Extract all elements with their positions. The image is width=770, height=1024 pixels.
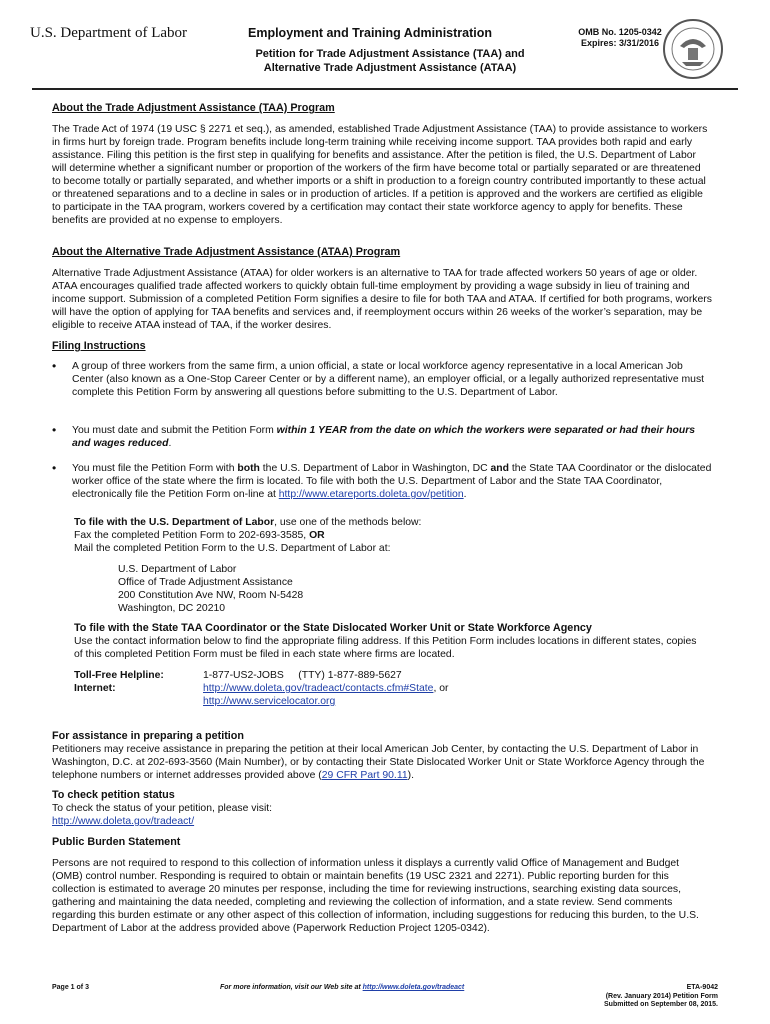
list-item	[52, 424, 712, 450]
form-id: ETA-9042	[686, 984, 718, 991]
dol-filing-lead: To file with the U.S. Department of Labor	[74, 517, 275, 528]
address-line: U.S. Department of Labor	[118, 564, 237, 575]
ataa-section	[52, 246, 712, 332]
bullet3-c: the U.S. Department of Labor in Washington, DC	[259, 463, 491, 474]
form-submitted: Submitted on September 08, 2015.	[604, 1001, 718, 1008]
dol-filing-lead-rest: , use one of the methods below:	[274, 517, 422, 528]
internet-or: , or	[433, 683, 449, 694]
omb-number: OMB No. 1205-0342	[578, 27, 662, 37]
taa-body: The Trade Act of 1974 (19 USC § 2271 et seq.), as amended, established Trade Adjustment Assistance (TAA) to provide assistance to workers in firms hurt by foreign trade. Program benefits include long-term training while receiving income support. TAA provides both rapid and early assistance. Filing this petition is the first step in qualifying for benefits and assistance. After the petition is filed, the U.S. Department of Labor will determine whether a significant number or proportion of the workers of the firm have become total or partially separated or are threatened to become totally or partially separated, and whether imports or a shift in production to a foreign country contributed importantly to these actual or threatened separations and to a decline in sales or in production of articles. If a petition is approved and the workers are certified as eligible to participate in the TAA program, workers covered by a certification may contact their state workforce agency to apply for benefits. These benefits are provided at no expense to employers.	[52, 124, 708, 226]
assistance-text: Petitioners may receive assistance in preparing the petition at their local American Job Center, by contacting the U.S. Department of Labor in Washington, D.C. at 202-693-3560 (Main Number), or by contacting their State Dislocated Worker Unit or State Workforce Agency through the telephone numbers or internet addresses provided above (	[52, 744, 705, 781]
form-identifier	[560, 984, 718, 1010]
fax-text: Fax the completed Petition Form to 202-693-3585,	[74, 530, 310, 541]
footer-info	[220, 984, 520, 993]
list-item	[52, 462, 712, 501]
burden-heading: Public Burden Statement	[52, 836, 181, 848]
form-title	[240, 47, 540, 75]
petition-online-link[interactable]: http://www.etareports.doleta.gov/petition	[278, 489, 464, 500]
address-line: Office of Trade Adjustment Assistance	[118, 577, 293, 588]
assistance-end: ).	[407, 770, 414, 781]
agency-name: Employment and Training Administration	[248, 26, 493, 40]
burden-section	[52, 836, 712, 935]
bullet-icon: •	[52, 359, 57, 373]
bullet3-e: the State TAA Coordinator or the dislocated worker office of the state where the firm is located. To file with both the U.S. Department of Labor and the State TAA Coordinator, electronically file the Petition Form on-line at	[72, 463, 712, 500]
state-filing	[74, 622, 704, 661]
internet-links	[203, 682, 663, 708]
helpline-value: 1-877-US2-JOBS (TTY) 1-877-889-5627	[203, 670, 402, 681]
form-revision: (Rev. January 2014) Petition Form	[605, 992, 718, 1000]
department-name: U.S. Department of Labor	[30, 25, 188, 41]
dol-filing	[74, 516, 704, 555]
fax-or: OR	[309, 530, 325, 541]
mailing-address	[118, 563, 518, 615]
state-contacts-link[interactable]: http://www.doleta.gov/tradeact/contacts.cfm#State	[203, 683, 434, 694]
address-line: Washington, DC 20210	[118, 603, 226, 614]
header-divider	[32, 88, 738, 90]
footer-tradeact-link[interactable]: http://www.doleta.gov/tradeact	[362, 984, 465, 991]
status-link[interactable]: http://www.doleta.gov/tradeact/	[52, 816, 195, 827]
bullet3-a: You must file the Petition Form with	[72, 463, 238, 474]
bullet2-emphasis: within 1 YEAR from the date on which the workers were separated or had their hours and wages reduced	[72, 425, 696, 449]
form-title-line1: Petition for Trade Adjustment Assistance (TAA) and	[255, 48, 525, 60]
assistance-heading: For assistance in preparing a petition	[52, 730, 244, 742]
mail-text: Mail the completed Petition Form to the U.S. Department of Labor at:	[74, 543, 391, 554]
bullet3-text	[72, 462, 712, 501]
servicelocator-link[interactable]: http://www.servicelocator.org	[203, 696, 336, 707]
ataa-body: Alternative Trade Adjustment Assistance (ATAA) for older workers is an alternative to TAA for trade affected workers 50 years of age or older. ATAA encourages qualified trade affected workers to quickly obtain full-time employment by providing a wage subsidy in lieu of training and income support. Submission of a completed Petition Form signifies a desire to file for both TAA and ATAA. If certified for both programs, workers will have the option of applying for TAA benefits and services and, if reemployment occurs within 26 weeks of the worker’s separation, may be eligible to receive ATAA instead of TAA, if the worker desires.	[52, 268, 712, 331]
footer-info-text: For more information, visit our Web site at	[220, 984, 363, 991]
list-item	[52, 360, 712, 399]
dol-seal-icon	[662, 18, 724, 80]
bullet3-and: and	[490, 463, 510, 474]
internet-label: Internet:	[74, 683, 116, 694]
assistance-body	[52, 743, 712, 782]
filing-bullets	[52, 360, 712, 520]
bullet-icon: •	[52, 423, 57, 437]
form-title-line2: Alternative Trade Adjustment Assistance (ATAA)	[263, 62, 517, 74]
bullet3-both: both	[237, 463, 260, 474]
helpline-label: Toll-Free Helpline:	[74, 670, 164, 681]
bullet2-end: .	[168, 438, 172, 449]
state-filing-heading: To file with the State TAA Coordinator or the State Dislocated Worker Unit or State Workforce Agency	[74, 622, 592, 634]
bullet-icon: •	[52, 461, 57, 475]
page-number: Page 1 of 3	[52, 984, 89, 991]
omb-expires: Expires: 3/31/2016	[580, 38, 660, 48]
assistance-section	[52, 730, 712, 782]
bullet3-end: .	[463, 489, 467, 500]
bullet1-text: A group of three workers from the same firm, a union official, a state or local workforce agency representative in a local American Job Center (also known as a One-Stop Career Center or by a different name), an employer official, or a legally authorized representative must complete this Petition Form by answering all questions before submitting to the U.S. Department of Labor.	[72, 361, 705, 398]
bullet2-plain: You must date and submit the Petition Form	[72, 425, 277, 436]
ataa-heading: About the Alternative Trade Adjustment Assistance (ATAA) Program	[52, 246, 401, 258]
taa-section	[52, 102, 712, 227]
status-body: To check the status of your petition, please visit:	[52, 803, 273, 814]
status-heading: To check petition status	[52, 789, 175, 801]
taa-heading: About the Trade Adjustment Assistance (TAA) Program	[52, 102, 335, 114]
address-line: 200 Constitution Ave NW, Room N-5428	[118, 590, 304, 601]
burden-body: Persons are not required to respond to this collection of information unless it displays a currently valid Office of Management and Budget (OMB) control number. Responding is required to obtain or maintain benefits (19 USC 2321 and 2271). Public reporting burden for this collection is estimated to average 20 minutes per response, including the time for reviewing instructions, searching existing data sources, gathering and maintaining the data needed, completing and reviewing the collection of information, and a state review. Send comments regarding this burden estimate or any other aspect of this collection of information, including suggestions for reducing this burden, to the U.S. Department of Labor at the address provided above (Paperwork Reduction Project 1205-0342).	[52, 858, 699, 934]
filing-heading: Filing Instructions	[52, 340, 146, 352]
state-filing-body: Use the contact information below to find the appropriate filing address. If this Petition Form includes locations in different states, copies of this completed Petition Form must be filed in each state where firms are located.	[74, 636, 697, 660]
cfr-link[interactable]: 29 CFR Part 90.11	[321, 770, 408, 781]
bullet2-text	[72, 424, 712, 450]
filing-heading-wrap	[52, 340, 712, 353]
status-section	[52, 789, 712, 828]
